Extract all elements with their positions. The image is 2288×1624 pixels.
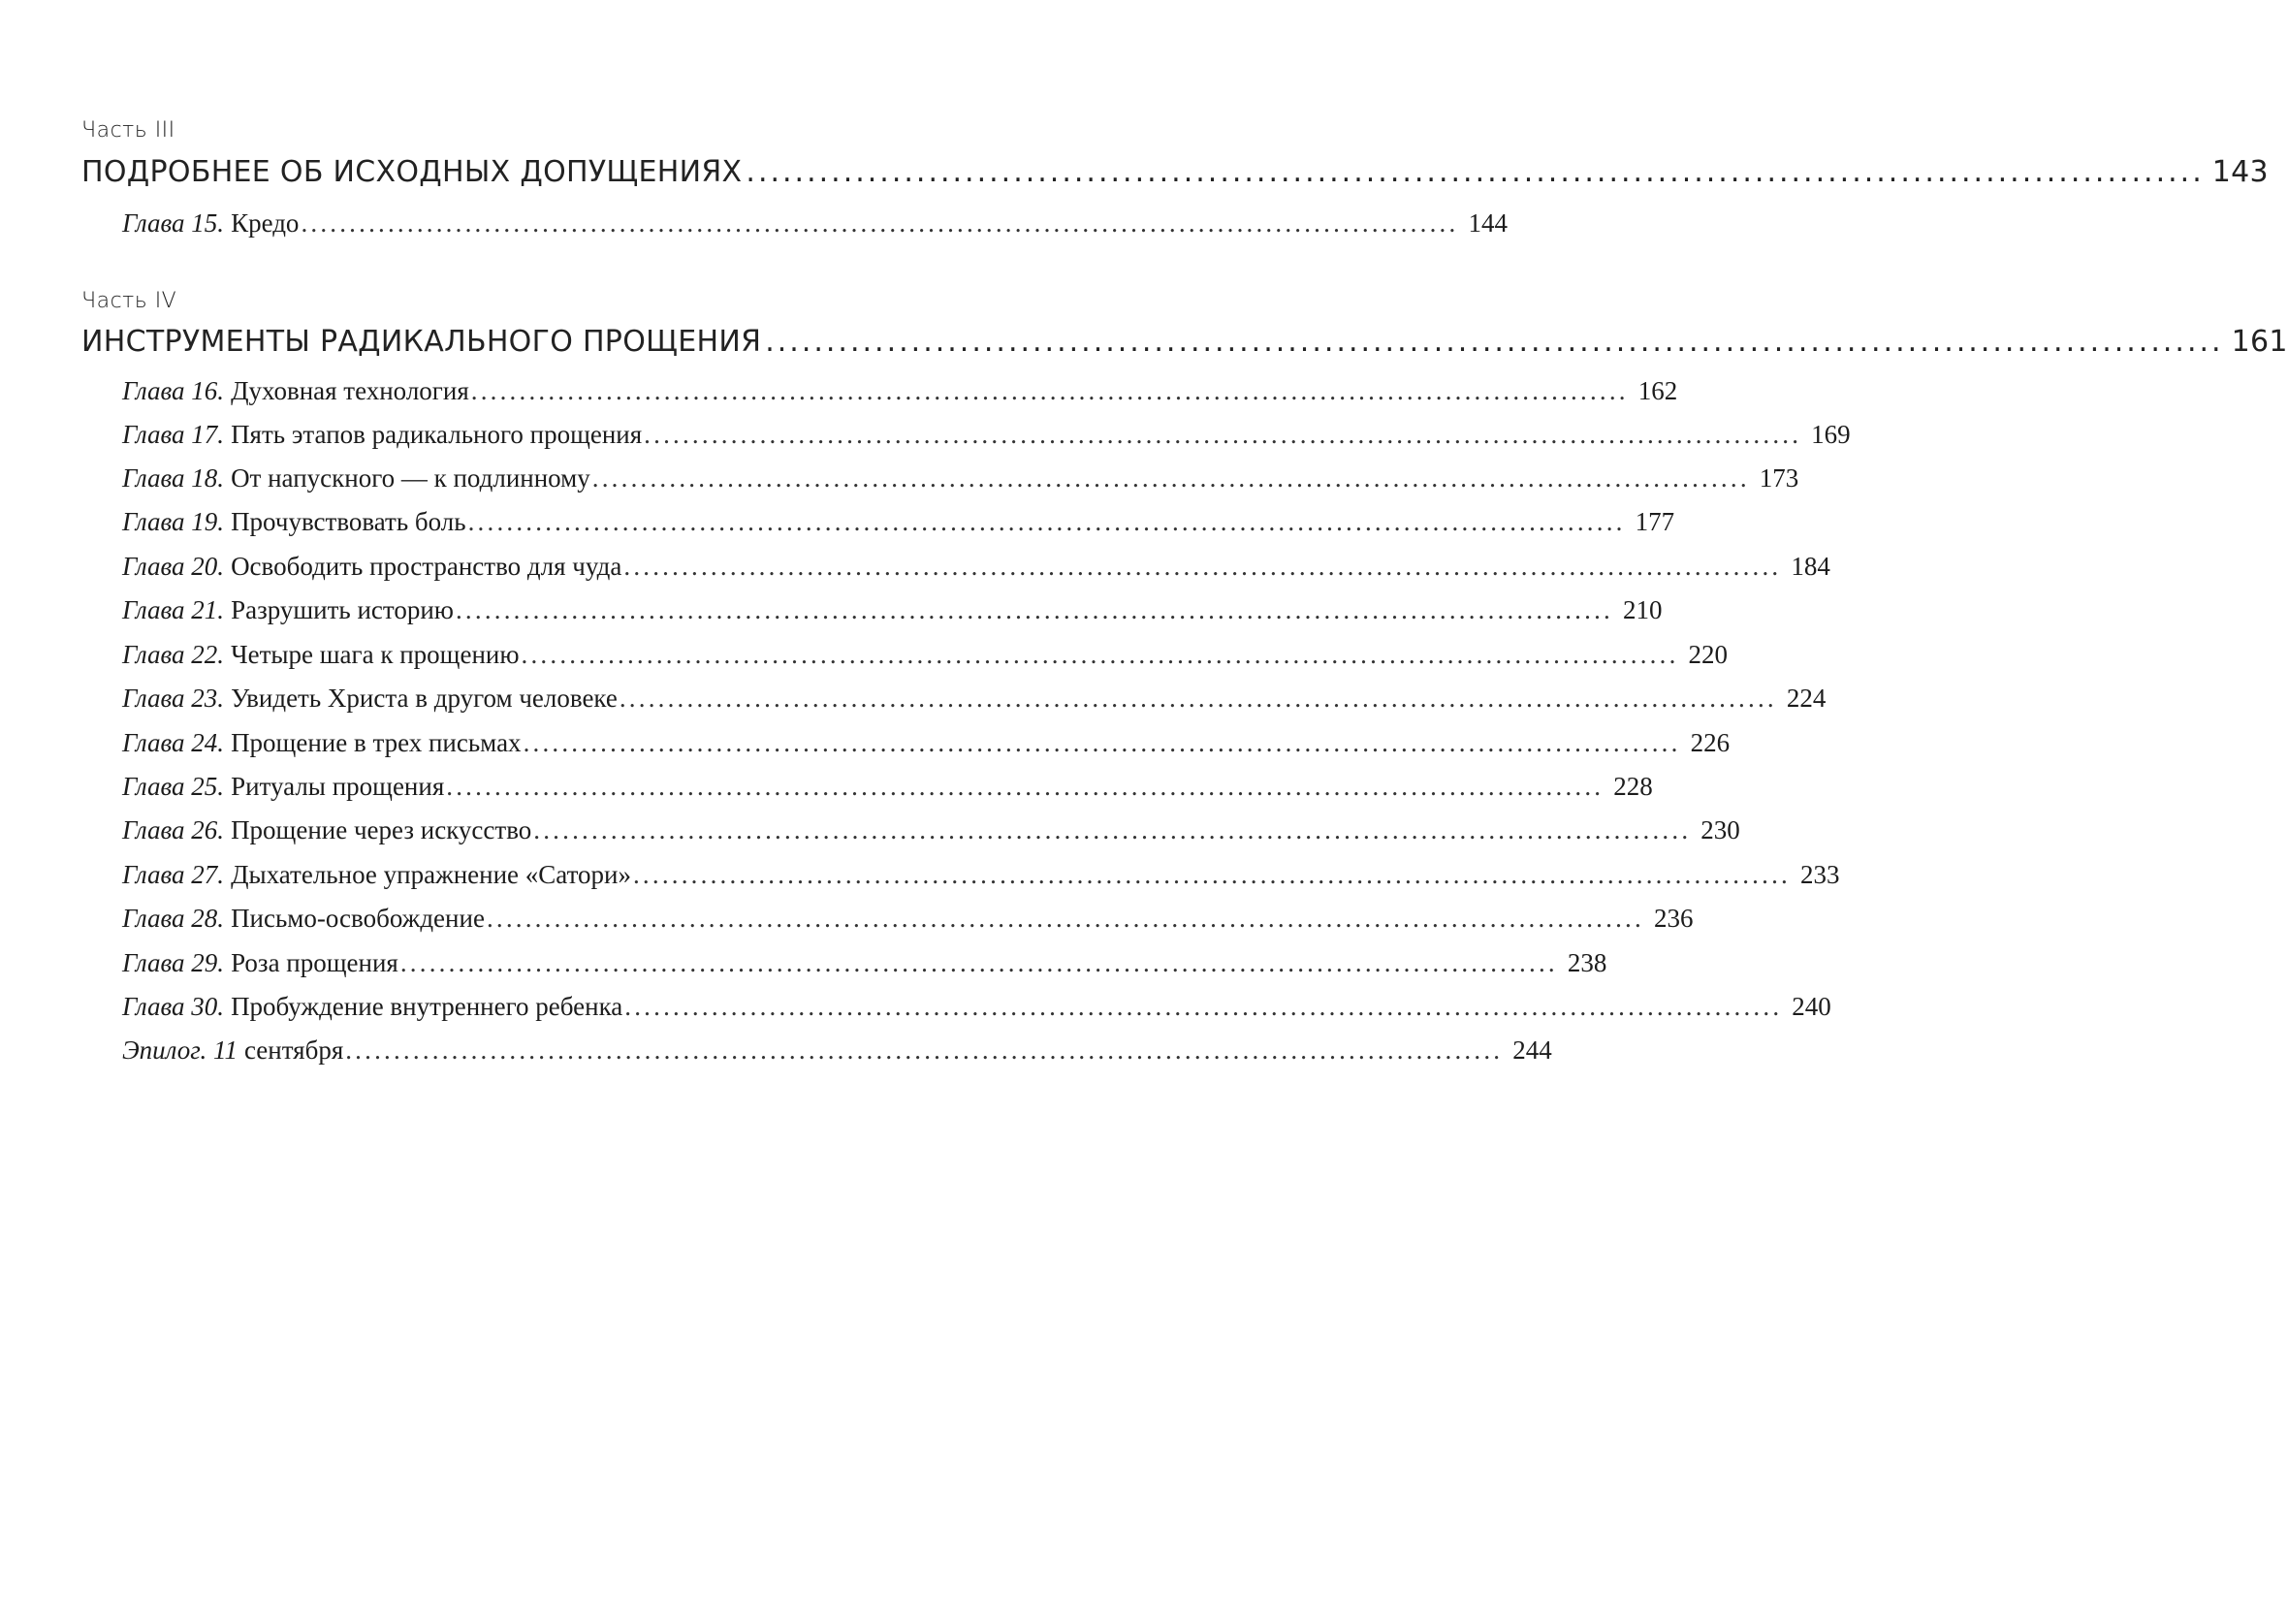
chapter-title: Духовная технология: [231, 376, 469, 405]
toc-entry[interactable]: [122, 860, 1840, 890]
toc-entry[interactable]: [122, 376, 1678, 406]
chapter-label: Глава 24.: [122, 728, 225, 757]
chapter-label: Глава 29.: [122, 948, 225, 977]
part-title-row[interactable]: [81, 325, 2288, 359]
chapter-label: Глава 15.: [122, 208, 225, 238]
toc-entry[interactable]: [122, 507, 1675, 537]
part-title: ПОДРОБНЕЕ ОБ ИСХОДНЫХ ДОПУЩЕНИЯХ: [81, 155, 743, 189]
page-number: 224: [1786, 684, 1827, 713]
dot-leader: ........................................................................................................................: [470, 376, 1629, 405]
chapter-label: Глава 22.: [122, 640, 225, 669]
part-label: Часть III: [81, 118, 175, 143]
dot-leader: ........................................................................................................................: [533, 815, 1692, 844]
chapter-title: Письмо-освобождение: [231, 904, 485, 933]
page-number: 143: [2211, 155, 2269, 189]
chapter-label: Глава 17.: [122, 420, 225, 449]
epilogue-title: сентября: [243, 1035, 344, 1065]
chapter-title: Пять этапов радикального прощения: [231, 420, 643, 449]
page-number: 233: [1799, 860, 1840, 889]
page-number: 144: [1468, 208, 1508, 238]
chapter-title: От напускного — к подлинному: [231, 463, 590, 493]
chapter-title: Пробуждение внутреннего ребенка: [231, 992, 623, 1021]
chapter-label: Глава 25.: [122, 772, 225, 801]
epilogue-label: Эпилог. 11: [122, 1035, 238, 1065]
page-number: 228: [1613, 772, 1653, 801]
page-number: 161: [2231, 325, 2288, 359]
chapter-label: Глава 27.: [122, 860, 225, 889]
toc-entry[interactable]: [122, 552, 1830, 582]
page-number: 244: [1512, 1035, 1552, 1065]
dot-leader: ........................................................................................................................: [301, 208, 1459, 238]
chapter-title: Четыре шага к прощению: [231, 640, 520, 669]
page-number: 238: [1567, 948, 1607, 977]
page-number: 220: [1688, 640, 1729, 669]
chapter-title: Разрушить историю: [231, 595, 454, 624]
dot-leader: ........................................................................................................................: [591, 463, 1750, 493]
toc-entry[interactable]: [122, 463, 1799, 494]
dot-leader: ........................................................................................................................: [345, 1035, 1504, 1065]
toc-entry[interactable]: [122, 904, 1694, 934]
page-number: 236: [1653, 904, 1694, 933]
toc-entry[interactable]: [122, 728, 1731, 758]
chapter-label: Глава 19.: [122, 507, 225, 536]
toc-entry[interactable]: [122, 948, 1607, 978]
dot-leader: ........................................................................................................................: [523, 728, 1681, 757]
page-number: 210: [1622, 595, 1663, 624]
dot-leader: ........................................................................................................................: [623, 552, 1782, 581]
dot-leader: ........................................................................................................................: [467, 507, 1626, 536]
dot-leader: ........................................................................................................................: [486, 904, 1644, 933]
chapter-title: Прощение в трех письмах: [231, 728, 522, 757]
chapter-label: Глава 23.: [122, 684, 225, 713]
dot-leader: ........................................................................................................................: [619, 684, 1777, 713]
chapter-label: Глава 18.: [122, 463, 225, 493]
chapter-title: Ритуалы прощения: [231, 772, 445, 801]
chapter-title: Дыхательное упражнение «Сатори»: [231, 860, 631, 889]
part-title: ИНСТРУМЕНТЫ РАДИКАЛЬНОГО ПРОЩЕНИЯ: [81, 325, 762, 359]
page-number: 177: [1635, 507, 1675, 536]
toc-entry[interactable]: [122, 420, 1851, 450]
dot-leader: ........................................................................................................................: [446, 772, 1605, 801]
dot-leader: ........................................................................................................................: [521, 640, 1679, 669]
dot-leader: ........................................................................................................................: [644, 420, 1802, 449]
dot-leader: ........................................................................................................................: [746, 155, 2205, 189]
chapter-title: Кредо: [231, 208, 300, 238]
toc-entry[interactable]: [122, 684, 1827, 714]
part-label: Часть IV: [81, 289, 177, 313]
page-number: 162: [1637, 376, 1678, 405]
dot-leader: ........................................................................................................................: [624, 992, 1783, 1021]
chapter-title: Освободить пространство для чуда: [231, 552, 622, 581]
toc-entry-epilogue[interactable]: [122, 1035, 1552, 1066]
chapter-title: Прощение через искусство: [231, 815, 532, 844]
dot-leader: ........................................................................................................................: [632, 860, 1791, 889]
page-number: 240: [1792, 992, 1831, 1021]
page-number: 184: [1791, 552, 1830, 581]
toc-entry[interactable]: [122, 208, 1508, 239]
toc-entry[interactable]: [122, 595, 1663, 625]
page-number: 226: [1690, 728, 1731, 757]
toc-entry[interactable]: [122, 772, 1653, 802]
chapter-label: Глава 26.: [122, 815, 225, 844]
page-number: 169: [1811, 420, 1851, 449]
chapter-title: Увидеть Христа в другом человеке: [231, 684, 618, 713]
toc-entry[interactable]: [122, 992, 1831, 1022]
chapter-title: Роза прощения: [231, 948, 398, 977]
toc-entry[interactable]: [122, 815, 1740, 845]
chapter-label: Глава 16.: [122, 376, 225, 405]
dot-leader: ........................................................................................................................: [455, 595, 1613, 624]
chapter-label: Глава 20.: [122, 552, 225, 581]
toc-entry[interactable]: [122, 640, 1729, 670]
chapter-label: Глава 28.: [122, 904, 225, 933]
dot-leader: ........................................................................................................................: [765, 325, 2224, 359]
chapter-label: Глава 21.: [122, 595, 225, 624]
dot-leader: ........................................................................................................................: [399, 948, 1558, 977]
chapter-label: Глава 30.: [122, 992, 225, 1021]
page-number: 173: [1759, 463, 1799, 493]
part-title-row[interactable]: [81, 155, 2269, 189]
chapter-title: Прочувствовать боль: [231, 507, 466, 536]
page-number: 230: [1700, 815, 1740, 844]
